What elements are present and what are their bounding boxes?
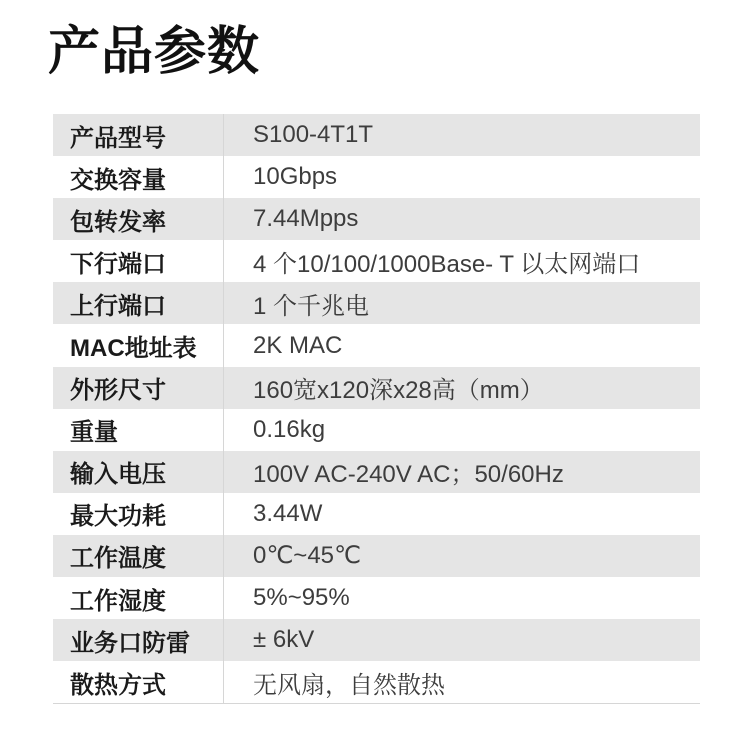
table-row [53,324,700,366]
table-row [53,409,700,451]
spec-label: 上行端口 [70,292,166,320]
spec-label: 交换容量 [70,166,166,194]
spec-label: MAC地址表 [70,335,197,363]
table-row [53,198,700,240]
spec-label: 重量 [70,419,118,447]
page-title: 产品参数 [48,23,261,81]
spec-table [53,114,700,704]
table-row [53,367,700,409]
spec-value: 3.44W [223,493,700,535]
spec-label: 输入电压 [70,461,166,489]
spec-value: 5%~95% [223,577,700,619]
spec-label: 工作湿度 [70,587,166,615]
spec-value: 2K MAC [223,324,700,366]
spec-value: 7.44Mpps [223,198,700,240]
table-row [53,661,700,703]
spec-label: 下行端口 [70,250,166,278]
spec-label: 业务口防雷 [70,629,190,657]
spec-value: 无风扇，自然散热 [223,661,700,703]
table-row [53,535,700,577]
table-row [53,577,700,619]
spec-value: 100V AC-240V AC；50/60Hz [223,451,700,493]
spec-label: 工作温度 [70,545,166,573]
table-row [53,114,700,156]
table-row [53,493,700,535]
spec-value: 4 个10/100/1000Base- T 以太网端口 [223,240,700,282]
spec-value: 0.16kg [223,409,700,451]
spec-value: ± 6kV [223,619,700,661]
spec-value: 160宽x120深x28高（mm） [223,367,700,409]
spec-label: 产品型号 [70,124,166,152]
spec-label: 外形尺寸 [70,377,166,405]
table-row [53,240,700,282]
spec-value: S100-4T1T [223,114,700,156]
spec-value: 10Gbps [223,156,700,198]
spec-value: 1 个千兆电 [223,282,700,324]
spec-label: 包转发率 [70,208,166,236]
spec-label: 散热方式 [70,671,166,699]
table-row [53,451,700,493]
table-row [53,156,700,198]
spec-label: 最大功耗 [70,503,166,531]
table-row [53,619,700,661]
table-row [53,282,700,324]
spec-value: 0℃~45℃ [223,535,700,577]
